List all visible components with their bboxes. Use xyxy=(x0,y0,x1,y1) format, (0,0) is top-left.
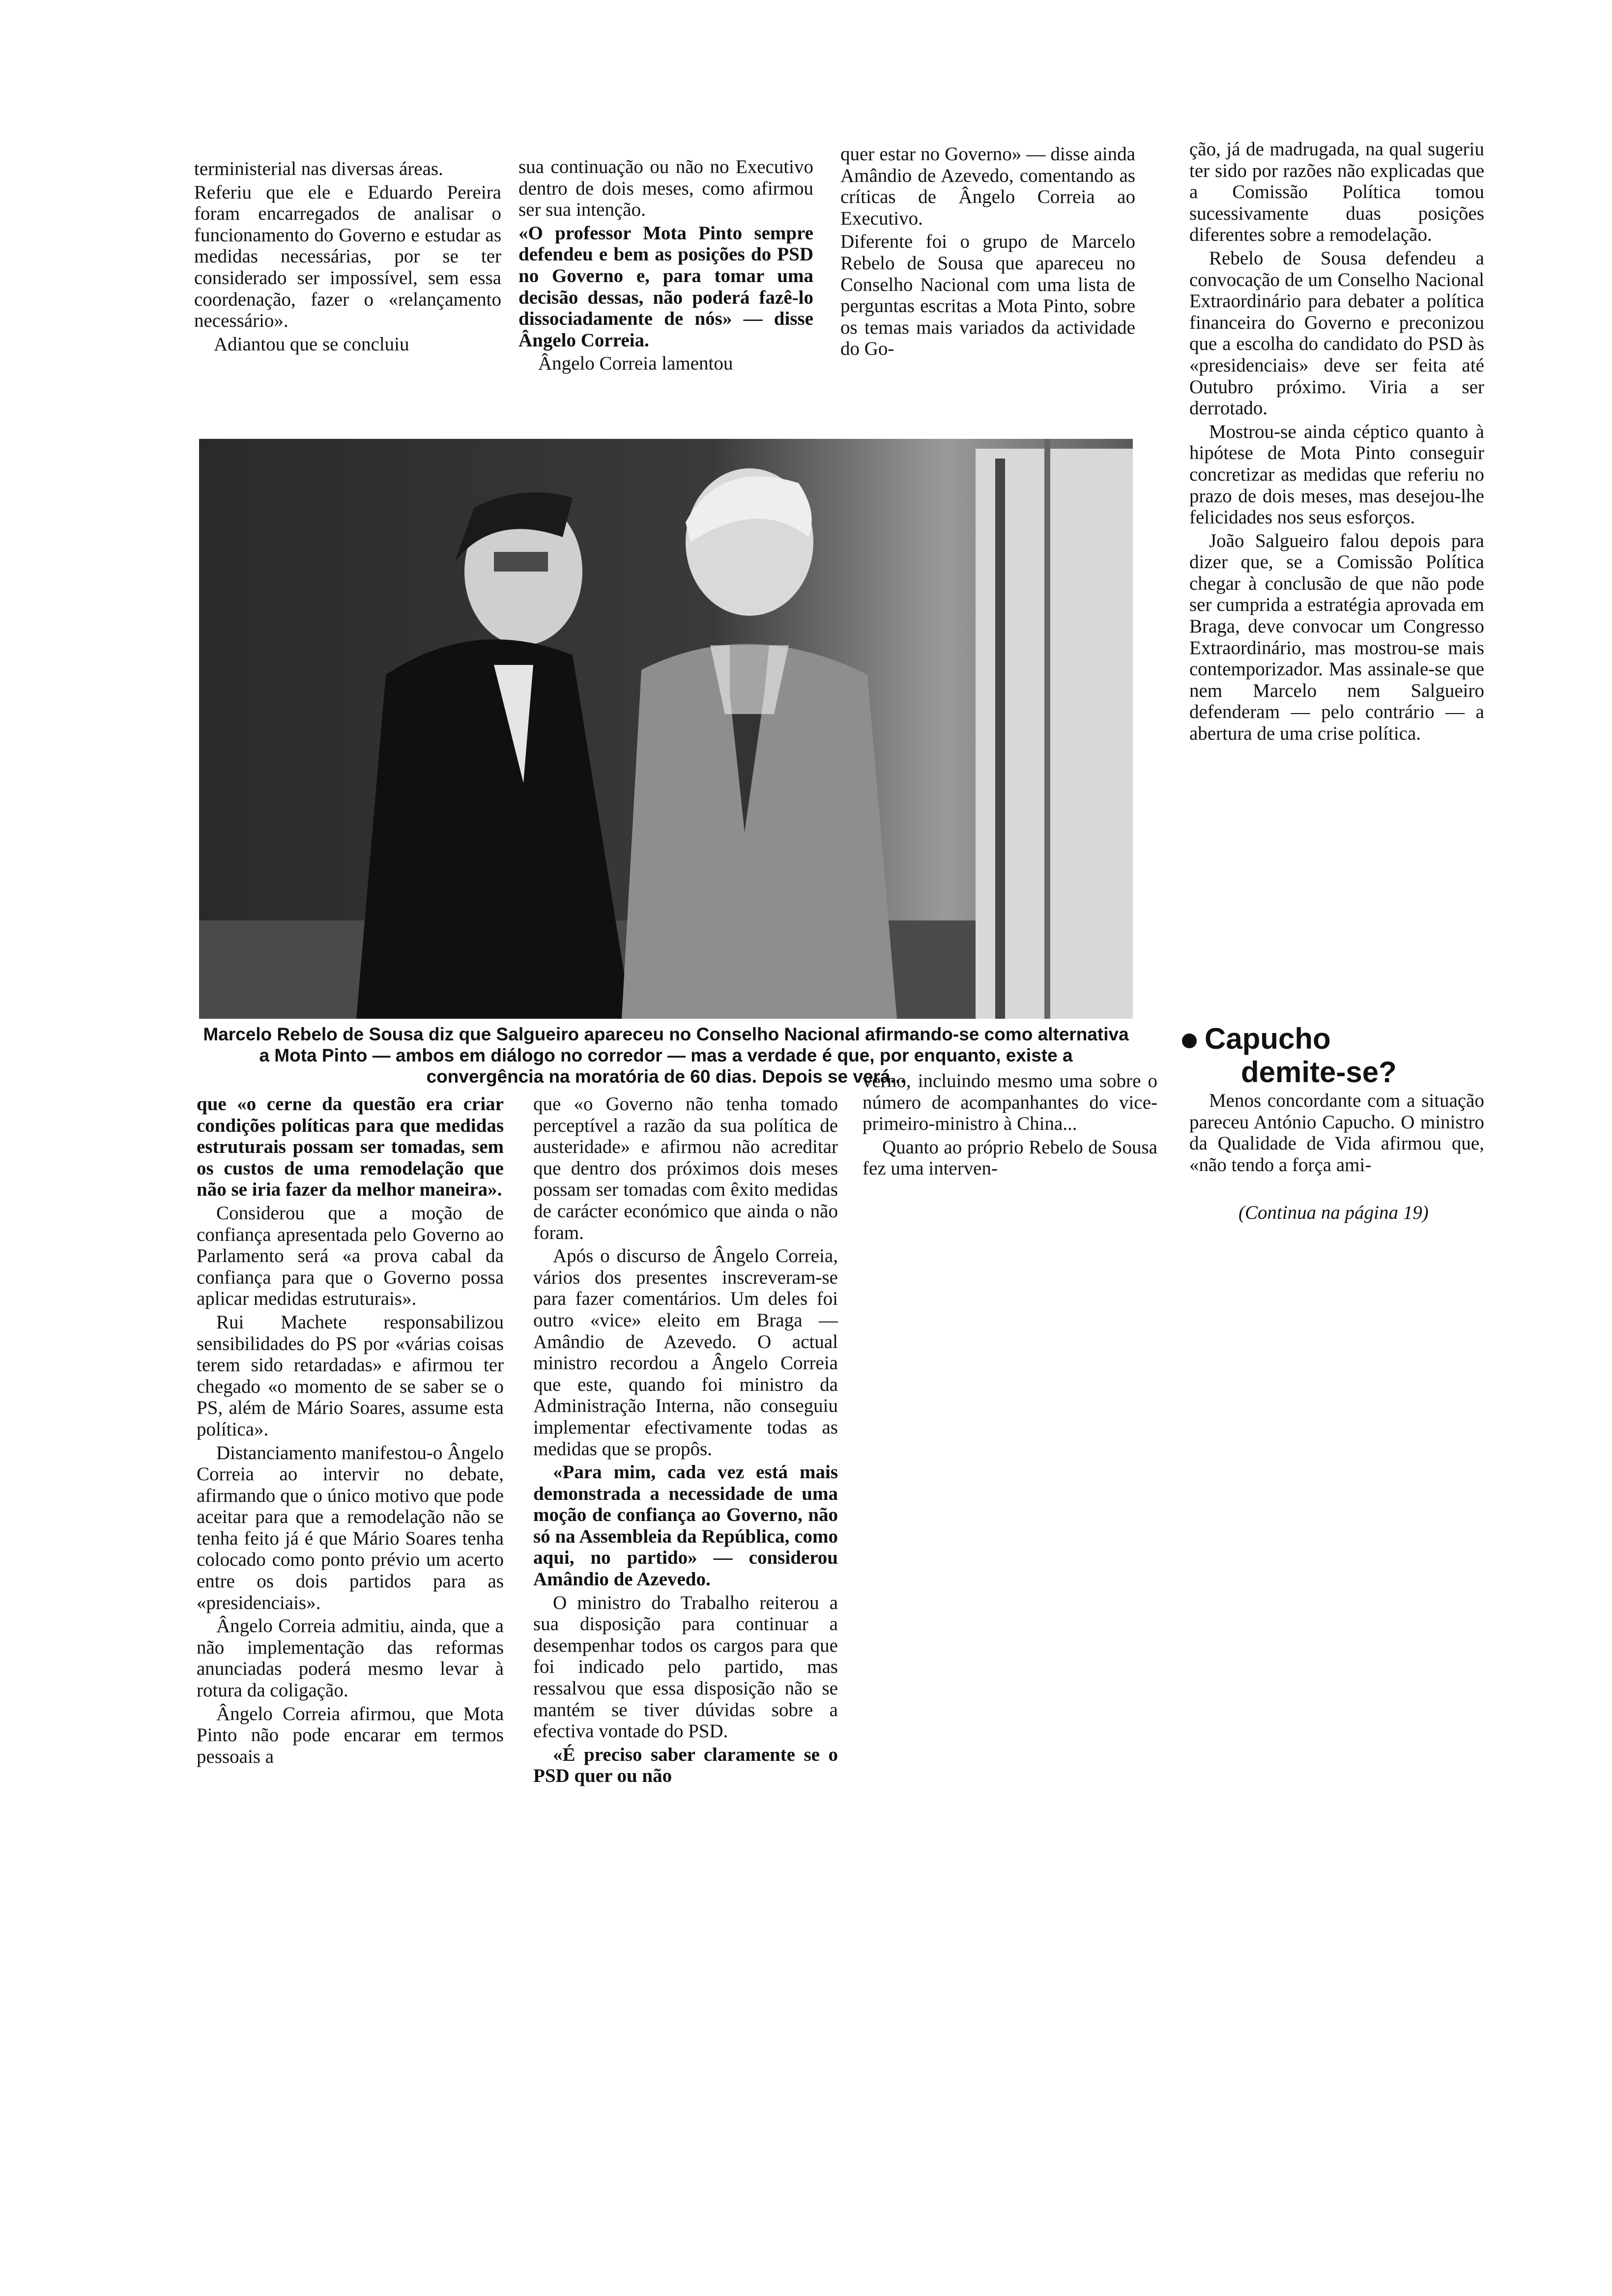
article-photograph xyxy=(199,439,1133,1019)
subheading-line-1: Capucho xyxy=(1205,1022,1331,1055)
bullet-icon xyxy=(1182,1033,1197,1048)
paragraph: Após o discurso de Ângelo Correia, vários dos presentes inscreveram-se para fazer comentários. Um deles foi outro «vice» eleito em Braga — Amândio de Azevedo. O actual ministro recordou a Ângelo Correia que este, quando foi ministro da Administração Interna, não conseguiu implementar efectivamente todas as medidas que se propôs. xyxy=(533,1245,838,1460)
paragraph: Ângelo Correia admitiu, ainda, que a não implementação das reformas anunciadas poderá mesmo levar à rotura da coligação. xyxy=(197,1615,504,1701)
subheading-line-2: demite-se? xyxy=(1241,1056,1397,1089)
quote-paragraph: «O professor Mota Pinto sempre defendeu e bem as posições do PSD no Governo e, para tomar uma decisão dessas, não poderá fazê-lo dissociadamente de nós» — disse Ângelo Correia. xyxy=(518,222,813,351)
photo-image xyxy=(199,439,1133,1019)
quote-paragraph: «É preciso saber claramente se o PSD quer ou não xyxy=(533,1744,838,1787)
paragraph: quer estar no Governo» — disse ainda Amândio de Azevedo, comentando as críticas de Ângelo Correia ao Executivo. xyxy=(840,144,1135,229)
article-column-bottom-2 xyxy=(533,1093,838,1787)
photo-caption: Marcelo Rebelo de Sousa diz que Salgueiro apareceu no Conselho Nacional afirmando-se como alternativa a Mota Pinto — ambos em diálogo no corredor — mas a verdade é que, por enquanto, existe a convergência na moratória de 60 dias. Depois se verá... xyxy=(203,1024,1129,1087)
paragraph: verno, incluindo mesmo uma sobre o número de acompanhantes do vice-primeiro-ministro à China... xyxy=(863,1070,1157,1135)
article-column-top-3 xyxy=(840,144,1135,360)
paragraph: Ângelo Correia afirmou, que Mota Pinto não pode encarar em termos pessoais a xyxy=(197,1703,504,1767)
paragraph: O ministro do Trabalho reiterou a sua disposição para continuar a desempenhar todos os cargos para que foi indicado pelo partido, mas ressalvou que essa disposição não se mantém se tiver dúvidas sobre a efectiva vontade do PSD. xyxy=(533,1592,838,1742)
paragraph: Distanciamento manifestou-o Ângelo Correia ao intervir no debate, afirmando que o único motivo que pode aceitar para que a remodelação não se tenha feito já é que Mário Soares tenha colocado como ponto prévio um acerto entre os dois partidos para as «presidenciais». xyxy=(197,1442,504,1613)
paragraph: Adiantou que se concluiu xyxy=(214,333,409,355)
paragraph: João Salgueiro falou depois para dizer que, se a Comissão Política chegar à conclusão de que não pode ser cumprida a estratégia aprovada em Braga, deve convocar um Congresso Extraordinário, mas mostrou-se mais contemporizador. Mas assinale-se que nem Marcelo nem Salgueiro defenderam — pelo contrário — a abertura de uma crise política. xyxy=(1189,530,1484,745)
paragraph: Rui Machete responsabilizou sensibilidades do PS por «várias coisas terem sido retardadas» e afirmou ter chegado «o momento de se saber se o PS, além de Mário Soares, assume esta política». xyxy=(197,1311,504,1440)
quote-paragraph: «Para mim, cada vez está mais demonstrada a necessidade de uma moção de confiança ao Governo, não só na Assembleia da República, como aqui, no partido» — considerou Amândio de Azevedo. xyxy=(533,1462,838,1590)
paragraph: Referiu que ele e Eduardo Pereira foram encarregados de analisar o funcionamento do Governo e estudar as medidas necessárias, por se ter considerado ser impossível, sem essa coordenação, fazer o «relançamento necessário». xyxy=(194,181,501,332)
paragraph: Mostrou-se ainda céptico quanto à hipótese de Mota Pinto conseguir concretizar as medidas que referiu no prazo de dois meses, mas desejou-lhe felicidades nos seus esforços. xyxy=(1189,421,1484,528)
paragraph: terministerial nas diversas áreas. xyxy=(194,158,443,179)
article-column-bottom-1 xyxy=(197,1093,504,1767)
article-column-right xyxy=(1189,139,1484,745)
continuation-note: (Continua na página 19) xyxy=(1238,1202,1429,1223)
paragraph: Diferente foi o grupo de Marcelo Rebelo de Sousa que apareceu no Conselho Nacional com uma lista de perguntas escritas a Mota Pinto, sobre os temas mais variados da actividade do Go- xyxy=(840,231,1135,360)
article-column-top-2 xyxy=(518,156,813,374)
paragraph: Rebelo de Sousa defendeu a convocação de um Conselho Nacional Extraordinário para debater a política financeira do Governo e preconizou que a escolha do candidato do PSD às «presidenciais» deve ser feita até Outubro próximo. Viria a ser derrotado. xyxy=(1189,247,1484,419)
paragraph: ção, já de madrugada, na qual sugeriu ter sido por razões não explicadas que a Comissão Política tomou sucessivamente duas posições diferentes sobre a remodelação. xyxy=(1189,139,1484,246)
paragraph: Considerou que a moção de confiança apresentada pelo Governo ao Parlamento será «a prova cabal da confiança para que o Governo possa aplicar medidas estruturais». xyxy=(197,1202,504,1310)
article-column-top-1 xyxy=(194,158,501,355)
capucho-paragraph xyxy=(1189,1090,1484,1176)
section-subheading xyxy=(1182,1022,1428,1089)
paragraph: que «o Governo não tenha tomado perceptível a razão da sua política de austeridade» e afirmou não acreditar que dentro dos próximos dois meses possam ser tomadas com êxito medidas de carácter económico que ainda o não foram. xyxy=(533,1093,838,1243)
paragraph: sua continuação ou não no Executivo dentro de dois meses, como afirmou ser sua intenção. xyxy=(518,156,813,221)
quote-paragraph: que «o cerne da questão era criar condições políticas para que medidas estruturais possam ser tomadas, sem os custos de uma remodelação que não se iria fazer da melhor maneira». xyxy=(197,1093,504,1201)
paragraph: Quanto ao próprio Rebelo de Sousa fez uma interven- xyxy=(863,1136,1157,1179)
paragraph: Ângelo Correia lamentou xyxy=(538,353,733,374)
paragraph: Menos concordante com a situação pareceu António Capucho. O ministro da Qualidade de Vida afirmou que, «não tendo a força ami- xyxy=(1189,1090,1484,1176)
article-column-bottom-3 xyxy=(863,1070,1157,1179)
